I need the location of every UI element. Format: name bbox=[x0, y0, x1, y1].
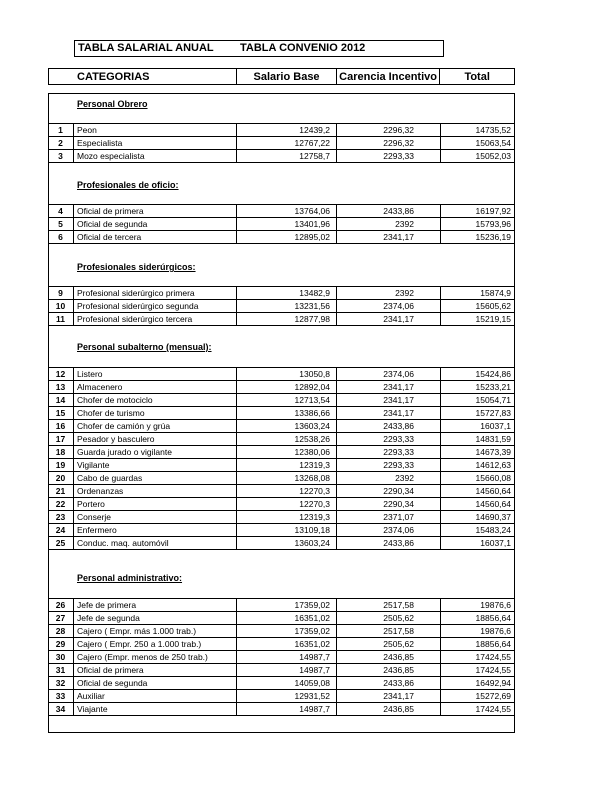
row-category: Vigilante bbox=[73, 459, 236, 471]
row-category: Chofer de turismo bbox=[73, 407, 236, 419]
row-number: 31 bbox=[55, 665, 66, 675]
table-row bbox=[48, 497, 515, 510]
row-total: 15727,83 bbox=[440, 407, 515, 419]
row-total: 14560,64 bbox=[440, 498, 515, 510]
table-row bbox=[48, 676, 515, 689]
row-carencia-incentivo: 2371,07 bbox=[336, 511, 440, 523]
row-carencia-incentivo: 2433,86 bbox=[336, 205, 440, 217]
row-total: 15793,96 bbox=[440, 218, 515, 230]
row-number: 28 bbox=[55, 626, 66, 636]
row-category: Auxiliar bbox=[73, 690, 236, 702]
table-row bbox=[48, 689, 515, 702]
section-title: Profesionales de oficio: bbox=[77, 180, 179, 190]
row-total: 16037,1 bbox=[440, 537, 515, 549]
row-number: 15 bbox=[55, 408, 66, 418]
row-total: 15054,71 bbox=[440, 394, 515, 406]
row-category: Cabo de guardas bbox=[73, 472, 236, 484]
title-right: TABLA CONVENIO 2012 bbox=[240, 42, 366, 54]
row-number: 25 bbox=[55, 538, 66, 548]
row-total: 19876,6 bbox=[440, 599, 515, 611]
row-category: Cajero ( Empr. 250 a 1.000 trab.) bbox=[73, 638, 236, 650]
row-category: Especialista bbox=[73, 137, 236, 149]
row-number: 30 bbox=[55, 652, 66, 662]
row-number: 24 bbox=[55, 525, 66, 535]
row-salario-base: 12270,3 bbox=[236, 498, 336, 510]
row-total: 15219,15 bbox=[440, 313, 515, 325]
table-row bbox=[48, 123, 515, 136]
table-row bbox=[48, 406, 515, 419]
row-total: 15233,21 bbox=[440, 381, 515, 393]
row-total: 15483,24 bbox=[440, 524, 515, 536]
row-category: Profesional siderúrgico primera bbox=[73, 287, 236, 299]
row-category: Jefe de segunda bbox=[73, 612, 236, 624]
table-row bbox=[48, 149, 515, 163]
row-total: 15236,19 bbox=[440, 231, 515, 243]
table-row bbox=[48, 204, 515, 217]
row-number: 29 bbox=[55, 639, 66, 649]
table-row bbox=[48, 598, 515, 611]
row-carencia-incentivo: 2290,34 bbox=[336, 485, 440, 497]
row-number: 33 bbox=[55, 691, 66, 701]
row-salario-base: 12538,26 bbox=[236, 433, 336, 445]
row-total: 14831,59 bbox=[440, 433, 515, 445]
row-category: Conserje bbox=[73, 511, 236, 523]
row-number: 6 bbox=[58, 232, 63, 242]
section-title: Personal administrativo: bbox=[77, 573, 183, 583]
row-category: Portero bbox=[73, 498, 236, 510]
row-salario-base: 13603,24 bbox=[236, 420, 336, 432]
table-row bbox=[48, 702, 515, 716]
table-row bbox=[48, 510, 515, 523]
row-salario-base: 13401,96 bbox=[236, 218, 336, 230]
row-salario-base: 13268,08 bbox=[236, 472, 336, 484]
row-total: 17424,55 bbox=[440, 703, 515, 715]
row-carencia-incentivo: 2433,86 bbox=[336, 677, 440, 689]
row-category: Cajero (Empr. menos de 250 trab.) bbox=[73, 651, 236, 663]
row-carencia-incentivo: 2341,17 bbox=[336, 231, 440, 243]
row-carencia-incentivo: 2374,06 bbox=[336, 524, 440, 536]
row-carencia-incentivo: 2374,06 bbox=[336, 368, 440, 380]
row-carencia-incentivo: 2341,17 bbox=[336, 394, 440, 406]
table-row bbox=[48, 637, 515, 650]
table-row bbox=[48, 217, 515, 230]
row-category: Oficial de segunda bbox=[73, 218, 236, 230]
row-total: 18856,64 bbox=[440, 638, 515, 650]
row-category: Oficial de primera bbox=[73, 664, 236, 676]
row-category: Listero bbox=[73, 368, 236, 380]
section-title: Profesionales siderúrgicos: bbox=[77, 262, 196, 272]
row-number: 17 bbox=[55, 434, 66, 444]
row-category: Oficial de primera bbox=[73, 205, 236, 217]
row-salario-base: 17359,02 bbox=[236, 599, 336, 611]
table-row bbox=[48, 312, 515, 326]
row-carencia-incentivo: 2296,32 bbox=[336, 124, 440, 136]
row-carencia-incentivo: 2392 bbox=[336, 218, 440, 230]
row-category: Enfermero bbox=[73, 524, 236, 536]
row-number: 19 bbox=[55, 460, 66, 470]
table-row bbox=[48, 523, 515, 536]
row-salario-base: 12713,54 bbox=[236, 394, 336, 406]
row-salario-base: 12895,02 bbox=[236, 231, 336, 243]
section-title: Personal subalterno (mensual): bbox=[77, 342, 212, 352]
row-number: 18 bbox=[55, 447, 66, 457]
row-carencia-incentivo: 2293,33 bbox=[336, 459, 440, 471]
row-carencia-incentivo: 2290,34 bbox=[336, 498, 440, 510]
table-row bbox=[48, 136, 515, 149]
row-carencia-incentivo: 2436,85 bbox=[336, 703, 440, 715]
row-total: 15605,62 bbox=[440, 300, 515, 312]
row-salario-base: 14059,08 bbox=[236, 677, 336, 689]
row-category: Cajero ( Empr. más 1.000 trab.) bbox=[73, 625, 236, 637]
row-number: 14 bbox=[55, 395, 66, 405]
row-salario-base: 13603,24 bbox=[236, 537, 336, 549]
row-category: Chofer de motociclo bbox=[73, 394, 236, 406]
row-carencia-incentivo: 2293,33 bbox=[336, 446, 440, 458]
row-carencia-incentivo: 2505,62 bbox=[336, 638, 440, 650]
row-total: 15052,03 bbox=[440, 150, 515, 162]
row-total: 16197,92 bbox=[440, 205, 515, 217]
row-salario-base: 14987,7 bbox=[236, 651, 336, 663]
row-category: Ordenanzas bbox=[73, 485, 236, 497]
row-salario-base: 12931,52 bbox=[236, 690, 336, 702]
table-row bbox=[48, 432, 515, 445]
table-row bbox=[48, 286, 515, 299]
row-number: 10 bbox=[55, 301, 66, 311]
row-carencia-incentivo: 2341,17 bbox=[336, 407, 440, 419]
row-salario-base: 16351,02 bbox=[236, 638, 336, 650]
row-category: Mozo especialista bbox=[73, 150, 236, 162]
row-category: Conduc. maq. automóvil bbox=[73, 537, 236, 549]
title-box bbox=[74, 40, 444, 57]
table-row bbox=[48, 611, 515, 624]
table-row bbox=[48, 458, 515, 471]
row-carencia-incentivo: 2433,86 bbox=[336, 420, 440, 432]
row-salario-base: 13231,56 bbox=[236, 300, 336, 312]
row-salario-base: 13050,8 bbox=[236, 368, 336, 380]
row-carencia-incentivo: 2392 bbox=[336, 472, 440, 484]
row-number: 13 bbox=[55, 382, 66, 392]
row-salario-base: 12270,3 bbox=[236, 485, 336, 497]
row-category: Guarda jurado o vigilante bbox=[73, 446, 236, 458]
table-row bbox=[48, 299, 515, 312]
row-salario-base: 12758,7 bbox=[236, 150, 336, 162]
row-carencia-incentivo: 2341,17 bbox=[336, 690, 440, 702]
row-number: 3 bbox=[58, 151, 63, 161]
row-category: Chofer de camión y grúa bbox=[73, 420, 236, 432]
row-number: 32 bbox=[55, 678, 66, 688]
row-carencia-incentivo: 2341,17 bbox=[336, 313, 440, 325]
row-total: 14673,39 bbox=[440, 446, 515, 458]
table-header bbox=[48, 68, 515, 85]
row-total: 15063,54 bbox=[440, 137, 515, 149]
row-carencia-incentivo: 2341,17 bbox=[336, 381, 440, 393]
row-total: 16492,94 bbox=[440, 677, 515, 689]
row-total: 14612,63 bbox=[440, 459, 515, 471]
row-salario-base: 13109,18 bbox=[236, 524, 336, 536]
row-total: 15272,69 bbox=[440, 690, 515, 702]
row-carencia-incentivo: 2392 bbox=[336, 287, 440, 299]
row-salario-base: 14987,7 bbox=[236, 664, 336, 676]
row-carencia-incentivo: 2374,06 bbox=[336, 300, 440, 312]
row-salario-base: 12767,22 bbox=[236, 137, 336, 149]
row-total: 15660,08 bbox=[440, 472, 515, 484]
row-carencia-incentivo: 2517,58 bbox=[336, 625, 440, 637]
row-category: Oficial de tercera bbox=[73, 231, 236, 243]
row-salario-base: 12892,04 bbox=[236, 381, 336, 393]
row-salario-base: 12319,3 bbox=[236, 511, 336, 523]
row-total: 14735,52 bbox=[440, 124, 515, 136]
table-row bbox=[48, 624, 515, 637]
row-carencia-incentivo: 2433,86 bbox=[336, 537, 440, 549]
row-number: 34 bbox=[55, 704, 66, 714]
table-row bbox=[48, 663, 515, 676]
table-row bbox=[48, 484, 515, 497]
row-category: Profesional siderúrgico tercera bbox=[73, 313, 236, 325]
row-salario-base: 13386,66 bbox=[236, 407, 336, 419]
row-category: Pesador y basculero bbox=[73, 433, 236, 445]
header-salario-base: Salario Base bbox=[236, 69, 336, 84]
table-row bbox=[48, 471, 515, 484]
row-salario-base: 17359,02 bbox=[236, 625, 336, 637]
row-total: 14560,64 bbox=[440, 485, 515, 497]
row-carencia-incentivo: 2436,85 bbox=[336, 651, 440, 663]
row-category: Profesional siderúrgico segunda bbox=[73, 300, 236, 312]
table-row bbox=[48, 380, 515, 393]
row-salario-base: 12380,06 bbox=[236, 446, 336, 458]
table-row bbox=[48, 445, 515, 458]
header-total: Total bbox=[439, 69, 514, 84]
row-number: 11 bbox=[56, 314, 65, 324]
row-total: 15874,9 bbox=[440, 287, 515, 299]
row-number: 23 bbox=[55, 512, 66, 522]
row-category: Viajante bbox=[73, 703, 236, 715]
row-total: 17424,55 bbox=[440, 651, 515, 663]
title-left: TABLA SALARIAL ANUAL bbox=[78, 42, 214, 54]
row-carencia-incentivo: 2436,85 bbox=[336, 664, 440, 676]
row-category: Jefe de primera bbox=[73, 599, 236, 611]
row-number: 4 bbox=[58, 206, 63, 216]
row-number: 1 bbox=[58, 125, 63, 135]
row-salario-base: 16351,02 bbox=[236, 612, 336, 624]
row-carencia-incentivo: 2293,33 bbox=[336, 150, 440, 162]
row-number: 9 bbox=[58, 288, 63, 298]
row-number: 26 bbox=[55, 600, 66, 610]
section-title: Personal Obrero bbox=[77, 99, 148, 109]
row-salario-base: 13482,9 bbox=[236, 287, 336, 299]
table-row bbox=[48, 393, 515, 406]
row-salario-base: 12319,3 bbox=[236, 459, 336, 471]
row-number: 22 bbox=[55, 499, 66, 509]
row-total: 17424,55 bbox=[440, 664, 515, 676]
row-category: Almacenero bbox=[73, 381, 236, 393]
table-row bbox=[48, 230, 515, 244]
row-number: 27 bbox=[55, 613, 66, 623]
row-number: 12 bbox=[55, 369, 66, 379]
row-total: 15424,86 bbox=[440, 368, 515, 380]
table-row bbox=[48, 419, 515, 432]
row-category: Oficial de segunda bbox=[73, 677, 236, 689]
row-carencia-incentivo: 2293,33 bbox=[336, 433, 440, 445]
row-carencia-incentivo: 2505,62 bbox=[336, 612, 440, 624]
table-row bbox=[48, 536, 515, 550]
row-total: 14690,37 bbox=[440, 511, 515, 523]
header-categorias: CATEGORIAS bbox=[77, 70, 150, 83]
row-total: 19876,6 bbox=[440, 625, 515, 637]
row-salario-base: 12439,2 bbox=[236, 124, 336, 136]
row-salario-base: 13764,06 bbox=[236, 205, 336, 217]
row-number: 2 bbox=[58, 138, 63, 148]
row-number: 5 bbox=[58, 219, 63, 229]
row-total: 16037,1 bbox=[440, 420, 515, 432]
row-carencia-incentivo: 2296,32 bbox=[336, 137, 440, 149]
table-row bbox=[48, 367, 515, 380]
row-carencia-incentivo: 2517,58 bbox=[336, 599, 440, 611]
row-salario-base: 14987,7 bbox=[236, 703, 336, 715]
row-salario-base: 12877,98 bbox=[236, 313, 336, 325]
row-category: Peon bbox=[73, 124, 236, 136]
row-number: 16 bbox=[55, 421, 66, 431]
row-number: 20 bbox=[55, 473, 66, 483]
table-row bbox=[48, 650, 515, 663]
header-carencia-incentivo: Carencia Incentivo bbox=[336, 69, 440, 84]
row-number: 21 bbox=[55, 486, 66, 496]
row-total: 18856,64 bbox=[440, 612, 515, 624]
